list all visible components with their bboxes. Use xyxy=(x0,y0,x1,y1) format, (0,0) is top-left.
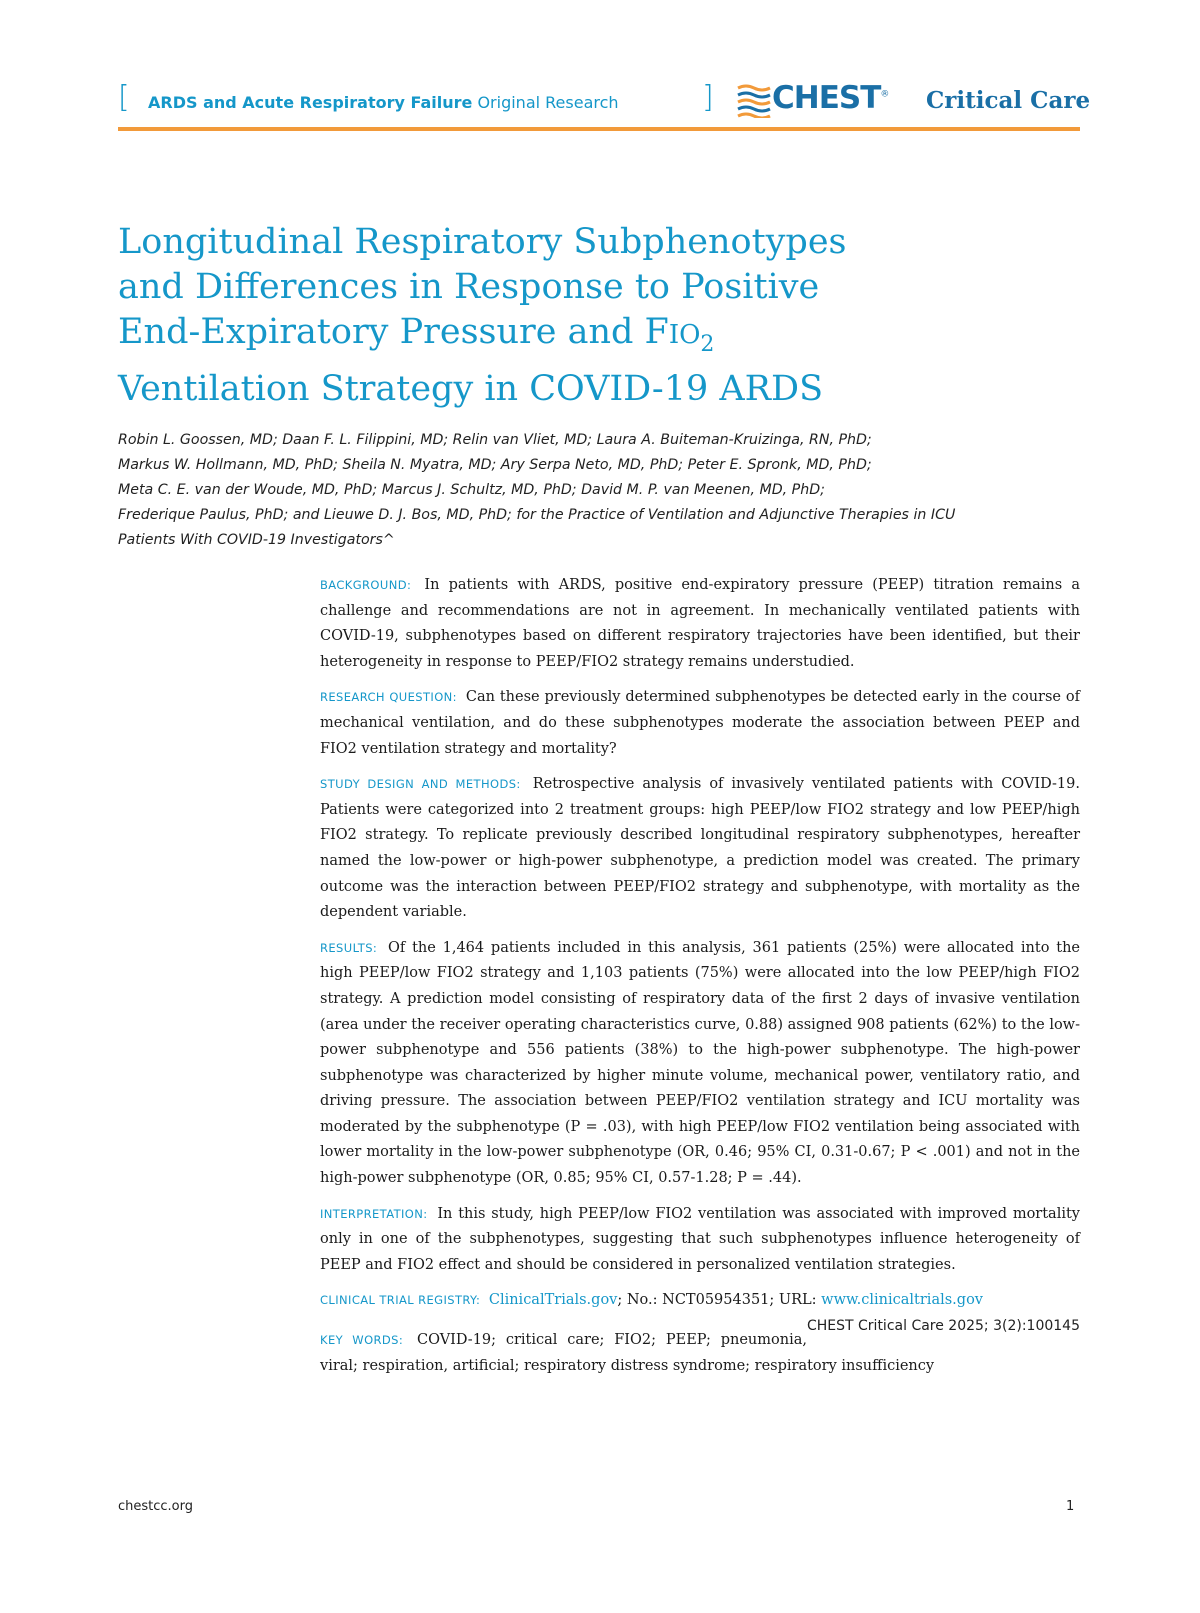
article-title xyxy=(118,220,938,412)
author-line: Markus W. Hollmann, MD, PhD; Sheila N. Myatra, MD; Ary Serpa Neto, MD, PhD; Peter E. Spronk, MD, PhD; xyxy=(118,457,872,473)
header-bracket-left: [ xyxy=(118,80,130,115)
section-text: In this study, high PEEP/low FIO2 ventilation was associated with improved mortality only in one of the subphenotypes, suggesting that such subphenotypes influence heterogeneity of PEEP and FIO2 effect and should be considered in personalized ventilation strategies. xyxy=(320,1205,1080,1273)
title-line: and Differences in Response to Positive xyxy=(118,267,820,307)
section-label: INTERPRETATION: xyxy=(320,1206,428,1221)
abstract xyxy=(320,573,1080,1389)
section-label: BACKGROUND: xyxy=(320,578,412,592)
author-line: Meta C. E. van der Woude, MD, PhD; Marcus J. Schultz, MD, PhD; David M. P. van Meenen, MD, PhD; xyxy=(118,482,825,498)
abstract-methods xyxy=(320,772,1080,926)
section-category: ARDS and Acute Respiratory Failure xyxy=(148,93,473,112)
section-label: RESULTS: xyxy=(320,940,378,955)
section-label xyxy=(148,93,619,112)
abstract-question xyxy=(320,685,1080,762)
section-label: KEY WORDS: xyxy=(320,1333,404,1348)
author-line: Frederique Paulus, PhD; and Lieuwe D. J. Bos, MD, PhD; for the Practice of Ventilation and Adjunctive Therapies in ICU xyxy=(118,507,956,523)
title-line: End-Expiratory Pressure and $FIO_2$ xyxy=(118,312,715,357)
author-line: Patients With COVID-19 Investigators^ xyxy=(118,532,395,548)
section-text: Retrospective analysis of invasively ventilated patients with COVID-19. Patients were categorized into 2 treatment groups: high PEEP/low FIO2 strategy and low PEEP/high FIO2 strategy. To replicate previously described longitudinal respiratory subphenotypes, hereafter named the low-power or high-power subphenotype, a prediction model was created. The primary outcome was the interaction between PEEP/FIO2 strategy and subphenotype, with mortality as the dependent variable. xyxy=(320,776,1080,921)
journal-name: Critical Care xyxy=(926,87,1091,114)
title-line: Longitudinal Respiratory Subphenotypes xyxy=(118,222,847,262)
section-text: Of the 1,464 patients included in this analysis, 361 patients (25%) were allocated into the high PEEP/low FIO2 strategy and 1,103 patients (75%) were allocated into the low PEEP/high FIO2 strategy. A prediction model consisting of respiratory data of the first 2 days of invasive ventilation (area under the receiver operating characteristics curve, 0.88) assigned 908 patients (62%) to the low-power subphenotype and 556 patients (38%) to the high-power subphenotype. The high-power subphenotype was characterized by higher minute volume, mechanical power, ventilatory ratio, and driving pressure. The association between PEEP/FIO2 ventilation strategy and ICU mortality was moderated by the subphenotype (P = .03), with high PEEP/low FIO2 ventilation being associated with lower mortality in the low-power subphenotype (OR, 0.46; 95% CI, 0.31-0.67; P < .001) and not in the high-power subphenotype (OR, 0.85; 95% CI, 0.57-1.28; P = .44). xyxy=(320,939,1080,1187)
section-text: Can these previously determined subphenotypes be detected early in the course of mechanical ventilation, and do these subphenotypes moderate the association between PEEP and FIO2 ventilation strategy and mortality? xyxy=(320,689,1080,757)
title-line: Ventilation Strategy in COVID-19 ARDS xyxy=(118,369,824,409)
footer-site[interactable]: chestcc.org xyxy=(118,1499,194,1514)
abstract-background xyxy=(320,573,1080,675)
chest-logo-icon xyxy=(734,82,774,118)
keywords-text: COVID-19; critical care; FIO2; PEEP; pneumonia, viral; respiration, artificial; respiratory distress syndrome; respiratory insufficiency xyxy=(320,1332,935,1374)
abstract-interpretation xyxy=(320,1202,1080,1279)
brand-name: CHEST® xyxy=(772,80,889,116)
registry-url-link[interactable]: www.clinicaltrials.gov xyxy=(821,1292,983,1309)
registry-link[interactable]: ClinicalTrials.gov xyxy=(488,1292,618,1309)
abstract-registry xyxy=(320,1288,1080,1335)
article-type: Original Research xyxy=(477,93,619,112)
author-list xyxy=(118,428,1080,553)
page-number: 1 xyxy=(1066,1499,1075,1514)
abstract-results xyxy=(320,936,1080,1192)
journal-citation: CHEST Critical Care 2025; 3(2):100145 xyxy=(806,1318,1080,1335)
registry-number: ; No.: NCT05954351; URL: xyxy=(617,1292,817,1309)
header-bracket-right: ] xyxy=(702,80,714,115)
section-text: In patients with ARDS, positive end-expiratory pressure (PEEP) titration remains a challenge and recommendations are not in agreement. In mechanically ventilated patients with COVID-19, subphenotypes based on different respiratory trajectories have been identified, but their heterogeneity in response to PEEP/FIO2 strategy remains understudied. xyxy=(320,577,1081,670)
running-header xyxy=(118,80,1091,126)
section-label: RESEARCH QUESTION: xyxy=(320,690,457,705)
section-label: CLINICAL TRIAL REGISTRY: xyxy=(320,1293,481,1308)
header-divider xyxy=(118,127,1080,131)
section-label: STUDY DESIGN AND METHODS: xyxy=(320,777,521,792)
author-line: Robin L. Goossen, MD; Daan F. L. Filippini, MD; Relin van Vliet, MD; Laura A. Buiteman-Kruizinga, RN, PhD; xyxy=(118,432,872,448)
